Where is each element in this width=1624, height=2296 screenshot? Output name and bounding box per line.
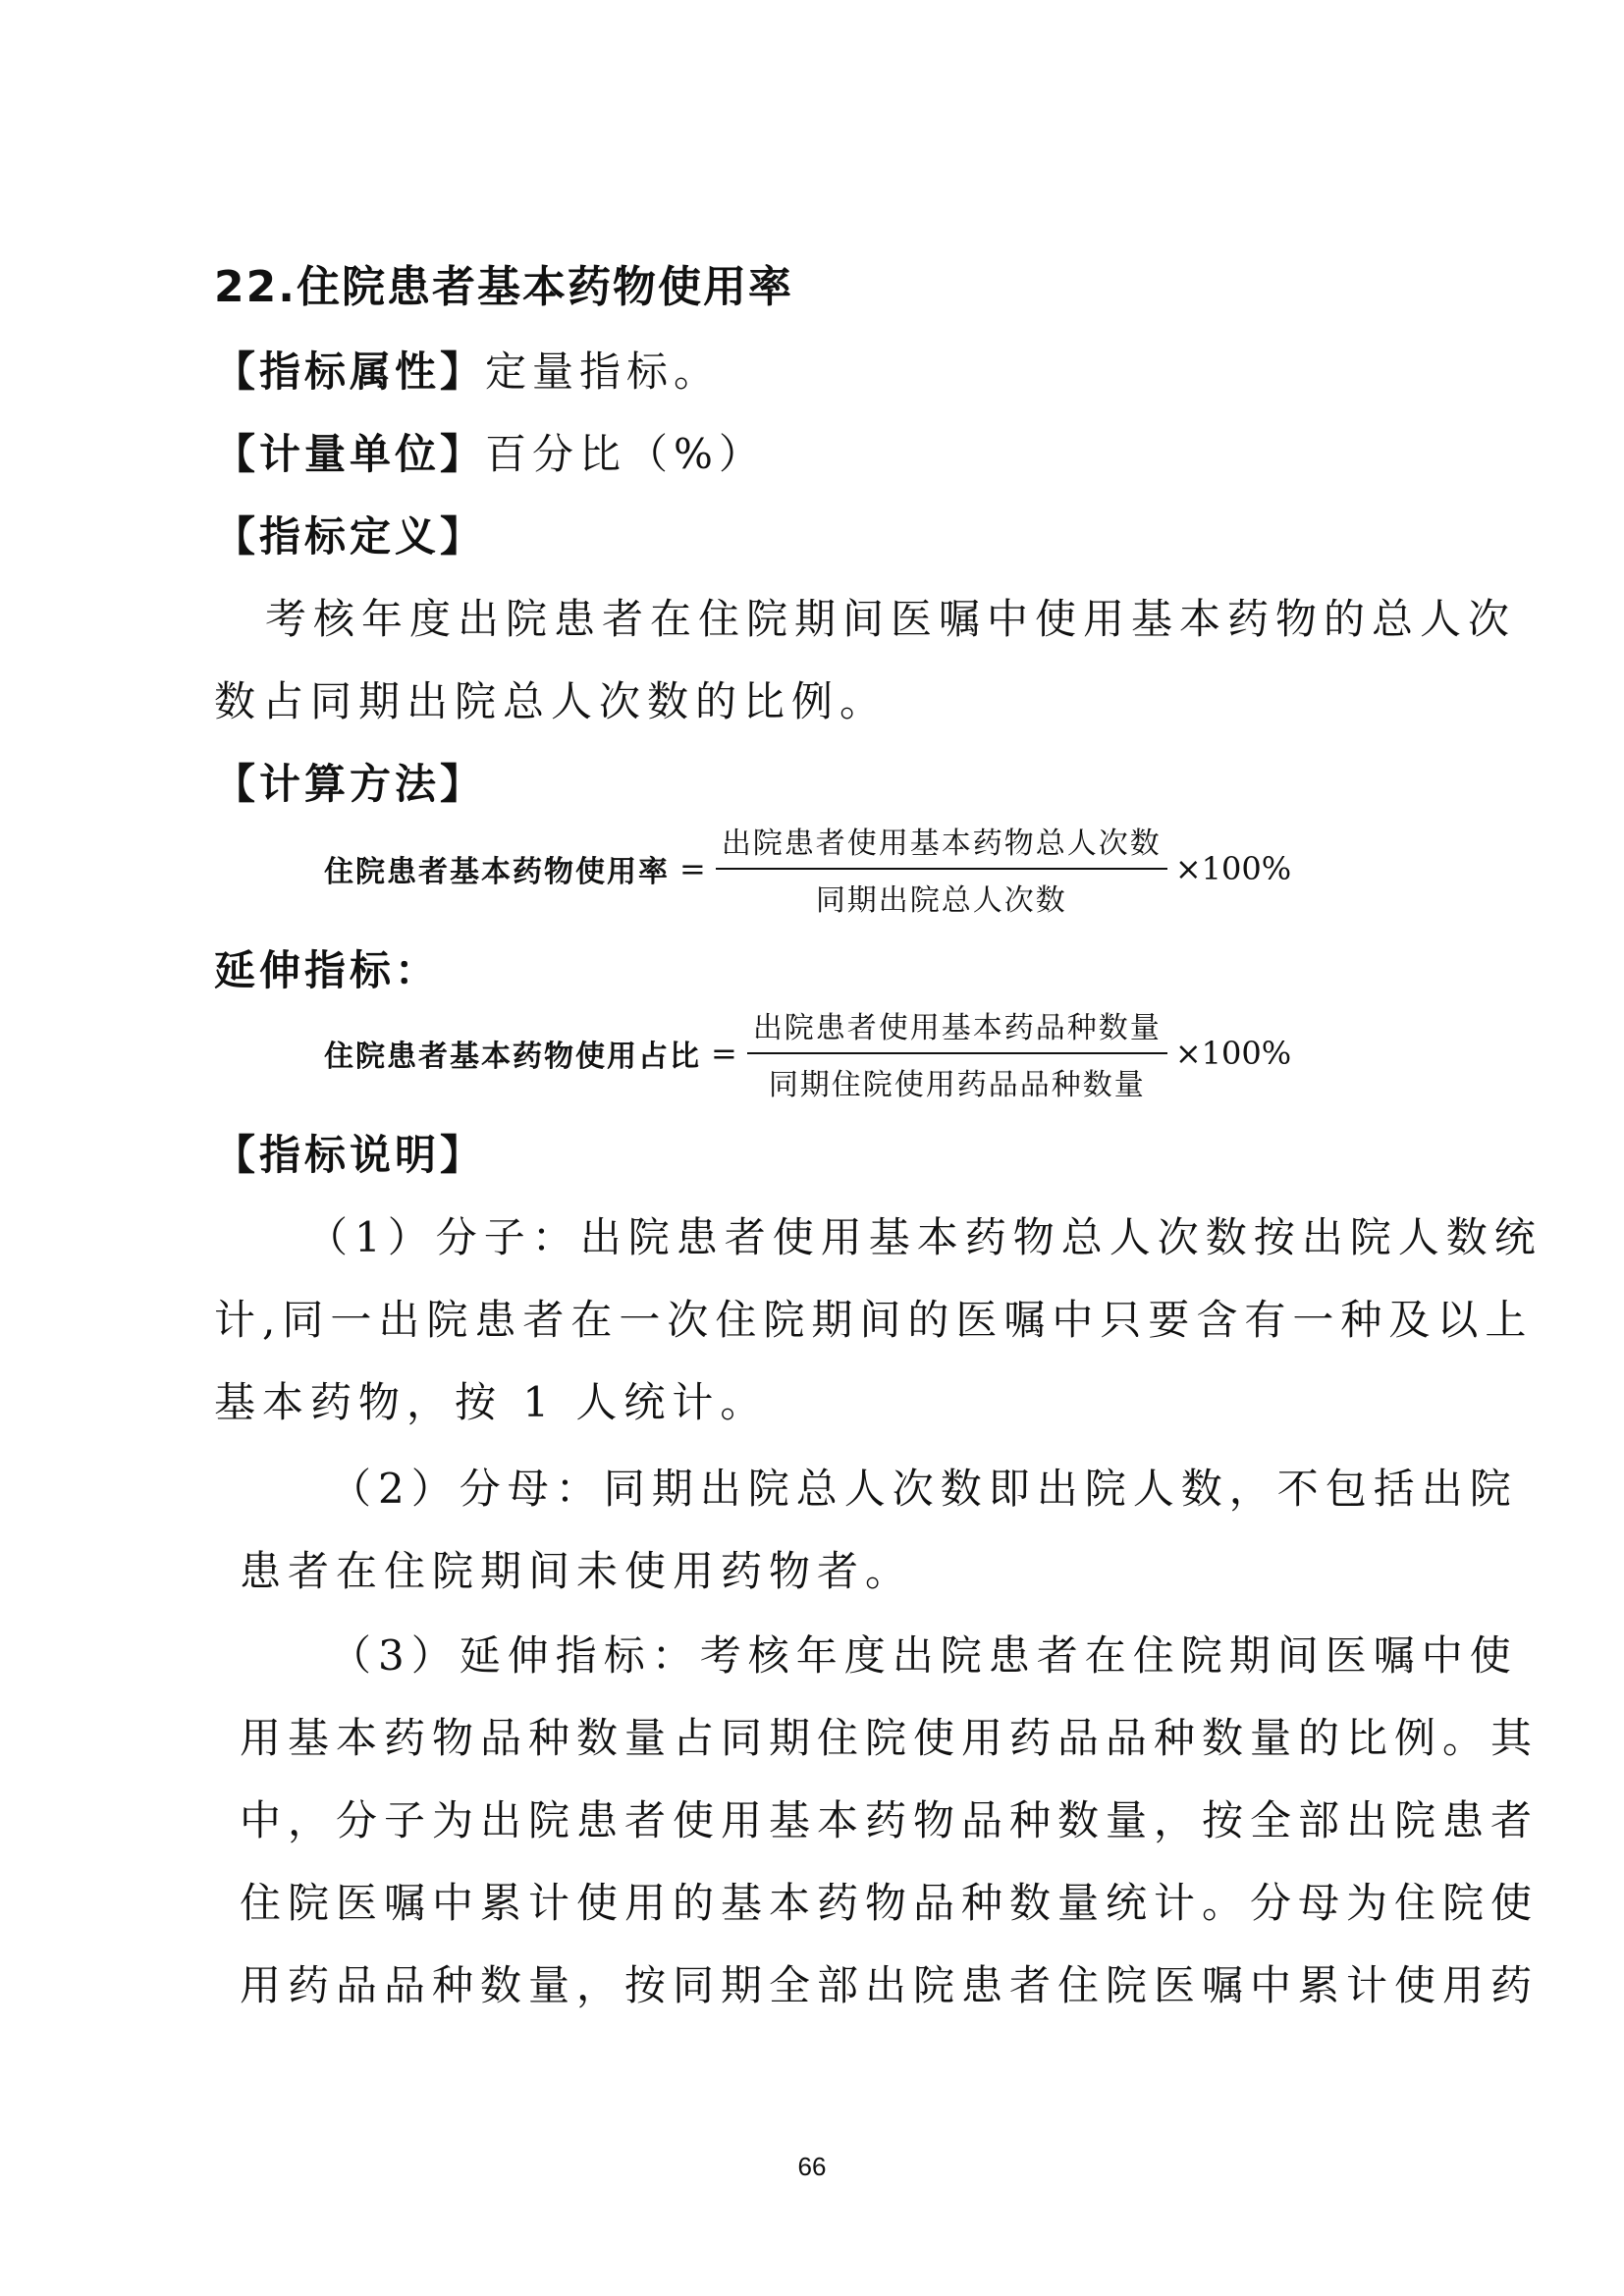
note-1-line-1: （1）分子：出院患者使用基本药物总人次数按出院人数统: [306, 1213, 1543, 1261]
note-1-line-2: 计,同一出院患者在一次住院期间的医嘱中只要含有一种及以上: [214, 1296, 1534, 1344]
attribute-value: 定量指标。: [485, 347, 722, 396]
attribute-label: 【指标属性】: [214, 347, 486, 396]
note-2-line-2: 患者在住院期间未使用药物者。: [240, 1547, 914, 1595]
note-3-line-5: 用药品品种数量，按同期全部出院患者住院医嘱中累计使用药: [240, 1961, 1540, 2009]
formula-2-denominator: 同期住院使用药品品种数量: [768, 1068, 1146, 1102]
formula-1-multiplier: ×100%: [1174, 850, 1292, 887]
formula-2-multiplier: ×100%: [1174, 1035, 1292, 1072]
definition-line-2: 数占同期出院总人次数的比例。: [214, 677, 889, 725]
note-3-line-1: （3）延伸指标：考核年度出院患者在住院期间医嘱中使: [330, 1631, 1518, 1680]
formula-usage-rate: [324, 819, 1291, 919]
extension-heading: 延伸指标：: [214, 946, 441, 994]
formula-2-lhs: 住院患者基本药物使用占比: [324, 1040, 701, 1074]
note-3-line-2: 用基本药物品种数量占同期住院使用药品品种数量的比例。其: [240, 1714, 1540, 1762]
formula-1-equals: =: [679, 850, 706, 887]
attribute-row: [214, 340, 721, 399]
formula-1-lhs: 住院患者基本药物使用率: [324, 855, 670, 889]
formula-1-numerator: 出院患者使用基本药物总人次数: [721, 827, 1162, 861]
formula-2-numerator: 出院患者使用基本药品种数量: [752, 1011, 1162, 1045]
unit-value: 百分比（%）: [485, 430, 766, 478]
formula-2-fraction: [747, 1003, 1167, 1103]
method-heading: 【计算方法】: [214, 760, 486, 808]
note-2-line-1: （2）分母：同期出院总人次数即出院人数，不包括出院: [330, 1465, 1518, 1513]
note-3-line-3: 中，分子为出院患者使用基本药物品种数量，按全部出院患者: [240, 1796, 1540, 1844]
formula-2-equals: =: [711, 1035, 737, 1072]
formula-usage-share: [324, 1003, 1291, 1103]
formula-1-denominator: 同期出院总人次数: [815, 883, 1067, 918]
note-1-line-3: 基本药物，按 1 人统计。: [214, 1378, 769, 1426]
unit-label: 【计量单位】: [214, 430, 486, 478]
definition-heading: 【指标定义】: [214, 512, 486, 561]
section-heading: 22.住院患者基本药物使用率: [214, 262, 793, 312]
definition-line-1: 考核年度出院患者在住院期间医嘱中使用基本药物的总人次: [265, 595, 1517, 643]
formula-1-fraction: [716, 819, 1167, 919]
notes-heading: 【指标说明】: [214, 1131, 486, 1179]
note-3-line-4: 住院医嘱中累计使用的基本药物品种数量统计。分母为住院使: [240, 1879, 1540, 1927]
page-number: 66: [797, 2152, 827, 2181]
unit-row: [214, 422, 766, 481]
